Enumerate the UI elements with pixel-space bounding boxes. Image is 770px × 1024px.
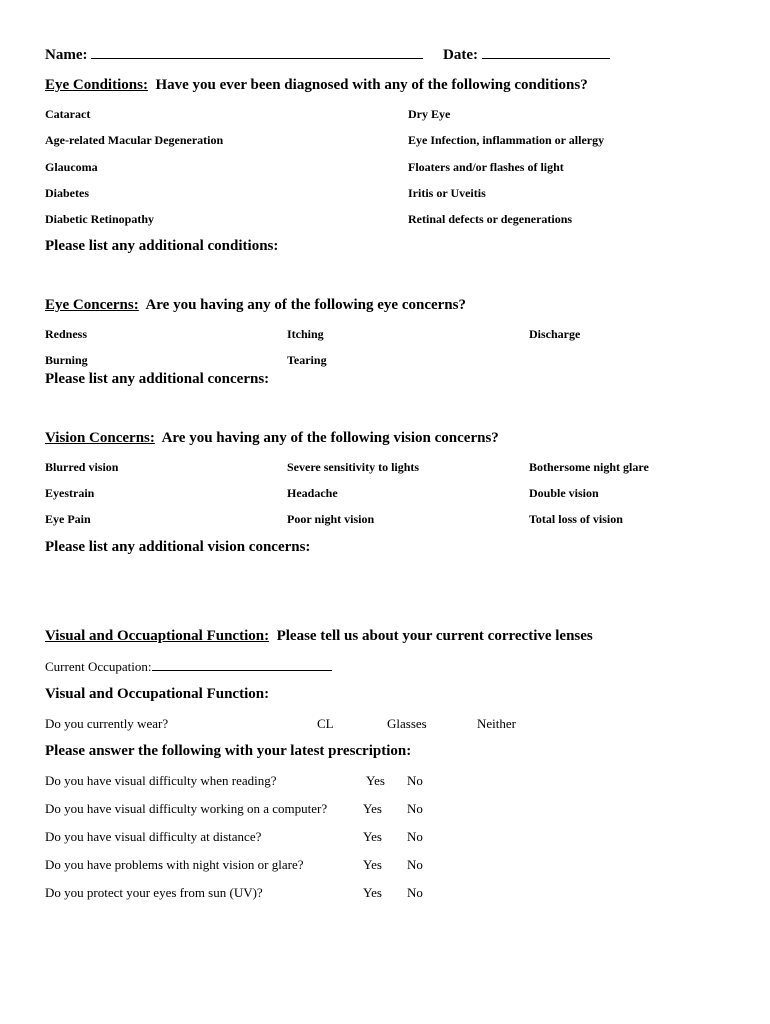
condition-item[interactable]: Diabetic Retinopathy — [45, 212, 154, 226]
vision-item[interactable]: Blurred vision — [45, 460, 119, 474]
vision-item[interactable]: Severe sensitivity to lights — [287, 460, 420, 474]
concern-item[interactable]: Tearing — [287, 353, 327, 367]
question-text: Do you protect your eyes from sun (UV)? — [45, 885, 263, 900]
vision-item[interactable]: Poor night vision — [287, 512, 375, 526]
eye-conditions-heading — [45, 77, 588, 94]
section-question: Have you ever been diagnosed with any of the following conditions? — [155, 77, 588, 93]
vision-item[interactable]: Headache — [287, 486, 338, 500]
section-title: Eye Conditions: — [45, 77, 148, 93]
eye-concerns-heading — [45, 297, 466, 314]
concern-item[interactable]: Redness — [45, 327, 88, 341]
vision-item[interactable]: Bothersome night glare — [529, 460, 649, 474]
additional-concerns-prompt: Please list any additional concerns: — [45, 371, 270, 387]
section-title: Vision Concerns: — [45, 430, 155, 446]
concern-item[interactable]: Itching — [287, 327, 324, 341]
section-question: Are you having any of the following vision concerns? — [161, 430, 499, 446]
condition-item[interactable]: Glaucoma — [45, 160, 98, 174]
concern-item[interactable]: Discharge — [529, 327, 581, 341]
additional-vision-prompt: Please list any additional vision concerns: — [45, 539, 311, 555]
answer-no[interactable]: No — [407, 857, 423, 872]
name-blank[interactable] — [91, 46, 423, 59]
condition-item[interactable]: Eye Infection, inflammation or allergy — [408, 133, 605, 147]
visual-function-subheading: Visual and Occupational Function: — [45, 686, 270, 702]
answer-no[interactable]: No — [407, 885, 423, 900]
question-text: Do you have visual difficulty when reading? — [45, 773, 277, 788]
date-blank[interactable] — [482, 46, 610, 59]
wear-option-cl[interactable]: CL — [317, 716, 334, 731]
wear-option-glasses[interactable]: Glasses — [387, 716, 427, 731]
answer-no[interactable]: No — [407, 829, 423, 844]
section-question: Are you having any of the following eye concerns? — [145, 297, 466, 313]
wear-option-neither[interactable]: Neither — [477, 716, 516, 731]
question-text: Do you have visual difficulty at distance? — [45, 829, 262, 844]
condition-item[interactable]: Diabetes — [45, 186, 89, 200]
condition-item[interactable]: Dry Eye — [408, 107, 451, 121]
condition-item[interactable]: Cataract — [45, 107, 91, 121]
answer-yes[interactable]: Yes — [363, 829, 382, 844]
condition-item[interactable]: Retinal defects or degenerations — [408, 212, 573, 226]
answer-no[interactable]: No — [407, 801, 423, 816]
answer-no[interactable]: No — [407, 773, 423, 788]
section-question: Please tell us about your current corrective lenses — [276, 628, 593, 644]
condition-item[interactable]: Floaters and/or flashes of light — [408, 160, 564, 174]
question-text: Do you have problems with night vision or glare? — [45, 857, 304, 872]
condition-item[interactable]: Age-related Macular Degeneration — [45, 133, 224, 147]
date-label: Date: — [443, 47, 478, 63]
name-label: Name: — [45, 47, 88, 63]
condition-item[interactable]: Iritis or Uveitis — [408, 186, 486, 200]
visual-function-heading — [45, 628, 593, 645]
date-field[interactable] — [443, 46, 610, 64]
occupation-blank[interactable] — [152, 658, 332, 671]
section-title: Visual and Occuaptional Function: — [45, 628, 270, 644]
concern-item[interactable]: Burning — [45, 353, 88, 367]
occupation-label: Current Occupation: — [45, 659, 152, 674]
name-field[interactable] — [45, 46, 423, 64]
additional-conditions-prompt: Please list any additional conditions: — [45, 238, 279, 254]
answer-yes[interactable]: Yes — [363, 801, 382, 816]
vision-item[interactable]: Double vision — [529, 486, 599, 500]
vision-item[interactable]: Eyestrain — [45, 486, 95, 500]
question-text: Do you have visual difficulty working on a computer? — [45, 801, 328, 816]
prescription-prompt: Please answer the following with your latest prescription: — [45, 743, 412, 759]
vision-item[interactable]: Eye Pain — [45, 512, 91, 526]
occupation-field[interactable] — [45, 658, 332, 675]
answer-yes[interactable]: Yes — [366, 773, 385, 788]
section-title: Eye Concerns: — [45, 297, 139, 313]
vision-concerns-heading — [45, 430, 499, 447]
answer-yes[interactable]: Yes — [363, 885, 382, 900]
vision-item[interactable]: Total loss of vision — [529, 512, 623, 526]
answer-yes[interactable]: Yes — [363, 857, 382, 872]
wear-question: Do you currently wear? — [45, 716, 169, 731]
